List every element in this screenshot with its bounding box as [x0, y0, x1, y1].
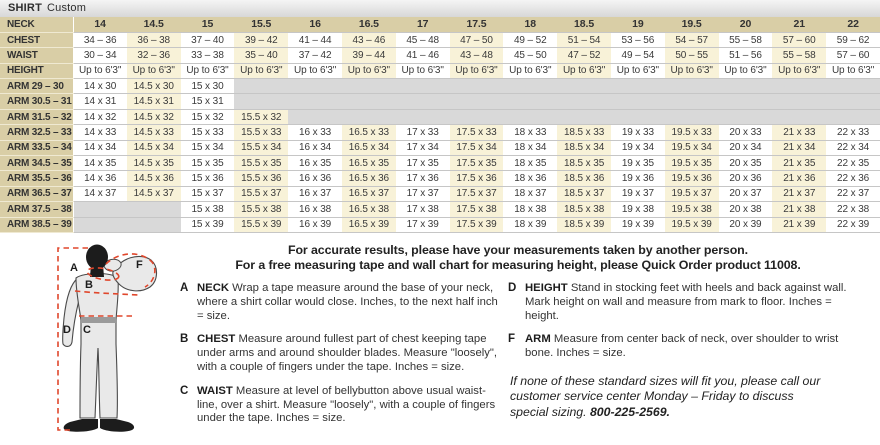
size-cell: 15.5 x 34	[234, 140, 288, 155]
item-text	[197, 282, 508, 323]
neck-size-header-cell: 22	[826, 17, 880, 32]
size-cell: 19.5 x 37	[665, 186, 719, 201]
size-cell: 19 x 33	[611, 125, 665, 140]
table-row	[0, 140, 880, 155]
size-cell	[234, 79, 288, 94]
instruction-item-chest	[180, 333, 508, 374]
instruction-item-arm	[508, 333, 856, 361]
size-cell: 14.5 x 31	[127, 94, 181, 109]
size-cell	[826, 79, 880, 94]
size-cell: 15.5 x 36	[234, 171, 288, 186]
item-description: Wrap a tape measure around the base of your neck, where a shirt collar would close. Inches, to the next half inch = size.	[197, 282, 498, 322]
size-cell: 22 x 35	[826, 156, 880, 171]
size-cell: Up to 6'3"	[719, 63, 773, 78]
item-letter: B	[180, 333, 189, 346]
size-cell	[127, 217, 181, 232]
size-cell: 57 – 60	[772, 32, 826, 47]
table-row	[0, 109, 880, 124]
size-cell: 16.5 x 37	[342, 186, 396, 201]
size-cell: 51 – 54	[557, 32, 611, 47]
size-cell: 14.5 x 35	[127, 156, 181, 171]
size-cell: 19 x 34	[611, 140, 665, 155]
customer-service-phone: 800-225-2569.	[589, 404, 670, 419]
size-cell	[396, 79, 450, 94]
size-cell: 41 – 46	[396, 48, 450, 63]
waistband	[81, 317, 116, 323]
row-label: ARM 36.5 – 37	[0, 186, 73, 201]
figure-label-arm: F	[136, 259, 143, 271]
row-label: ARM 32.5 – 33	[0, 125, 73, 140]
size-cell: Up to 6'3"	[772, 63, 826, 78]
size-cell: 18.5 x 33	[557, 125, 611, 140]
size-cell: 20 x 36	[719, 171, 773, 186]
size-cell: Up to 6'3"	[503, 63, 557, 78]
size-cell	[772, 79, 826, 94]
size-cell: 55 – 58	[772, 48, 826, 63]
item-term: CHEST	[197, 333, 236, 346]
size-cell: 15.5 x 35	[234, 156, 288, 171]
size-cell: 17.5 x 37	[450, 186, 504, 201]
instructions-right-column	[508, 282, 856, 436]
neck-size-header-cell: 14	[73, 17, 127, 32]
item-description: Measure at level of bellybutton above usual waist-line, over a shirt. Measure "loosely", with a couple of fingers under the tape. Inches = size.	[197, 384, 496, 425]
size-cell: 49 – 52	[503, 32, 557, 47]
size-cell: 22 x 33	[826, 125, 880, 140]
size-cell: 19 x 37	[611, 186, 665, 201]
size-cell: 19.5 x 36	[665, 171, 719, 186]
size-cell: 17.5 x 38	[450, 202, 504, 217]
size-cell: Up to 6'3"	[288, 63, 342, 78]
size-cell: 21 x 34	[772, 140, 826, 155]
size-cell: 19.5 x 33	[665, 125, 719, 140]
size-cell: 17.5 x 34	[450, 140, 504, 155]
size-cell: 16.5 x 34	[342, 140, 396, 155]
size-cell: 15.5 x 38	[234, 202, 288, 217]
instructions-left-column	[180, 282, 508, 436]
row-label: ARM 30.5 – 31	[0, 94, 73, 109]
note-text: If none of these standard sizes will fit you, please call our customer service center Monday – Friday to discuss special sizing.	[510, 373, 821, 419]
size-cell	[396, 94, 450, 109]
size-cell: 15 x 33	[181, 125, 235, 140]
size-cell: 18 x 37	[503, 186, 557, 201]
size-cell: 17.5 x 35	[450, 156, 504, 171]
size-cell: 20 x 35	[719, 156, 773, 171]
size-cell: 18 x 35	[503, 156, 557, 171]
row-label: ARM 38.5 – 39	[0, 217, 73, 232]
size-cell	[288, 79, 342, 94]
size-cell: 19 x 35	[611, 156, 665, 171]
size-cell: 49 – 54	[611, 48, 665, 63]
size-cell: 17 x 35	[396, 156, 450, 171]
figure-label-waist: C	[83, 324, 91, 336]
row-label: ARM 34.5 – 35	[0, 156, 73, 171]
size-cell: 17 x 36	[396, 171, 450, 186]
size-cell: 21 x 35	[772, 156, 826, 171]
size-cell: 19.5 x 35	[665, 156, 719, 171]
size-cell: 16.5 x 38	[342, 202, 396, 217]
size-cell	[127, 202, 181, 217]
table-row	[0, 48, 880, 63]
size-cell	[719, 79, 773, 94]
size-cell	[396, 109, 450, 124]
size-cell: 43 – 48	[450, 48, 504, 63]
size-cell: 18 x 33	[503, 125, 557, 140]
size-cell: 18 x 39	[503, 217, 557, 232]
size-cell: 45 – 48	[396, 32, 450, 47]
size-cell: 14 x 34	[73, 140, 127, 155]
size-cell: Up to 6'3"	[73, 63, 127, 78]
intro-line-1: For accurate results, please have your measurements taken by another person.	[288, 243, 748, 257]
neck-size-header-cell: 15	[181, 17, 235, 32]
neck-size-header-cell: 19.5	[665, 17, 719, 32]
size-cell: 30 – 34	[73, 48, 127, 63]
chart-title: SHIRT	[8, 2, 42, 14]
neck-size-header-cell: 19	[611, 17, 665, 32]
size-cell: 14 x 32	[73, 109, 127, 124]
size-cell	[611, 94, 665, 109]
size-cell: 15 x 39	[181, 217, 235, 232]
size-cell: 57 – 60	[826, 48, 880, 63]
size-cell: 14.5 x 33	[127, 125, 181, 140]
size-cell	[557, 109, 611, 124]
size-cell: 41 – 44	[288, 32, 342, 47]
figure-label-chest: B	[85, 279, 93, 291]
size-cell: 35 – 40	[234, 48, 288, 63]
item-term: ARM	[525, 333, 551, 346]
size-cell	[826, 94, 880, 109]
size-table-body	[0, 17, 880, 232]
size-cell: 14.5 x 36	[127, 171, 181, 186]
size-cell	[557, 94, 611, 109]
size-cell: 16.5 x 35	[342, 156, 396, 171]
size-cell: 14 x 30	[73, 79, 127, 94]
neck-size-header-cell: 14.5	[127, 17, 181, 32]
item-text	[525, 333, 856, 361]
size-cell: 15 x 31	[181, 94, 235, 109]
size-cell: 17 x 37	[396, 186, 450, 201]
size-cell: 16 x 36	[288, 171, 342, 186]
size-cell: 18 x 38	[503, 202, 557, 217]
size-cell: 21 x 39	[772, 217, 826, 232]
item-term: WAIST	[197, 384, 233, 397]
size-cell: 17.5 x 36	[450, 171, 504, 186]
intro-line-2: For a free measuring tape and wall chart for measuring height, please Quick Order product 11008.	[235, 258, 801, 272]
size-cell: 50 – 55	[665, 48, 719, 63]
instruction-item-neck	[180, 282, 508, 323]
size-cell: 20 x 37	[719, 186, 773, 201]
size-cell	[234, 94, 288, 109]
size-cell	[288, 109, 342, 124]
size-cell: 54 – 57	[665, 32, 719, 47]
instruction-item-waist	[180, 385, 508, 426]
size-cell: 22 x 37	[826, 186, 880, 201]
size-cell	[288, 94, 342, 109]
row-label: ARM 29 – 30	[0, 79, 73, 94]
size-cell: Up to 6'3"	[342, 63, 396, 78]
neck-size-header-cell: 15.5	[234, 17, 288, 32]
size-cell: 18.5 x 37	[557, 186, 611, 201]
size-cell: 19 x 39	[611, 217, 665, 232]
neck-size-header-cell: 16	[288, 17, 342, 32]
row-label: ARM 35.5 – 36	[0, 171, 73, 186]
size-cell: 15 x 34	[181, 140, 235, 155]
size-cell: 18.5 x 35	[557, 156, 611, 171]
size-cell: 21 x 33	[772, 125, 826, 140]
size-cell: 22 x 38	[826, 202, 880, 217]
table-row	[0, 156, 880, 171]
size-cell: 16 x 33	[288, 125, 342, 140]
instruction-item-height	[508, 282, 856, 323]
size-cell	[611, 79, 665, 94]
size-cell: 47 – 52	[557, 48, 611, 63]
size-cell: 22 x 34	[826, 140, 880, 155]
size-cell	[503, 94, 557, 109]
size-cell: 14 x 37	[73, 186, 127, 201]
size-cell: Up to 6'3"	[181, 63, 235, 78]
size-cell: 17.5 x 39	[450, 217, 504, 232]
size-cell: 20 x 38	[719, 202, 773, 217]
item-text	[197, 385, 508, 426]
table-row	[0, 217, 880, 232]
row-label: ARM 33.5 – 34	[0, 140, 73, 155]
size-cell: 18.5 x 36	[557, 171, 611, 186]
size-cell: 18 x 36	[503, 171, 557, 186]
neck-size-header-cell: 21	[772, 17, 826, 32]
size-cell: 45 – 50	[503, 48, 557, 63]
size-cell: 16.5 x 39	[342, 217, 396, 232]
table-row	[0, 32, 880, 47]
neck-size-header-cell: 18.5	[557, 17, 611, 32]
size-cell: 15.5 x 33	[234, 125, 288, 140]
size-cell: 14 x 35	[73, 156, 127, 171]
size-cell: 19 x 36	[611, 171, 665, 186]
special-sizing-note	[510, 374, 856, 421]
row-label: HEIGHT	[0, 63, 73, 78]
size-cell: 17 x 38	[396, 202, 450, 217]
size-cell: 16 x 39	[288, 217, 342, 232]
size-cell	[450, 109, 504, 124]
size-cell: 53 – 56	[611, 32, 665, 47]
size-cell: 55 – 58	[719, 32, 773, 47]
measuring-instructions	[180, 243, 856, 436]
row-label: ARM 37.5 – 38	[0, 202, 73, 217]
figure-label-height: D	[63, 324, 71, 336]
size-cell: 19 x 38	[611, 202, 665, 217]
size-cell: Up to 6'3"	[127, 63, 181, 78]
size-cell: 51 – 56	[719, 48, 773, 63]
neck-size-header-cell: 16.5	[342, 17, 396, 32]
size-cell: 16.5 x 33	[342, 125, 396, 140]
size-cell	[503, 109, 557, 124]
table-row	[0, 79, 880, 94]
size-cell	[503, 79, 557, 94]
size-cell	[665, 94, 719, 109]
size-cell: 22 x 36	[826, 171, 880, 186]
chart-subtitle: Custom	[47, 2, 87, 14]
table-row	[0, 202, 880, 217]
size-cell: 34 – 36	[73, 32, 127, 47]
size-cell: 14.5 x 32	[127, 109, 181, 124]
item-description: Measure from center back of neck, over shoulder to wrist bone. Inches = size.	[525, 333, 839, 360]
size-cell: Up to 6'3"	[826, 63, 880, 78]
neck-size-header-cell: 18	[503, 17, 557, 32]
size-cell: 15 x 38	[181, 202, 235, 217]
size-cell: 17 x 34	[396, 140, 450, 155]
size-cell: 17 x 39	[396, 217, 450, 232]
size-cell: 14 x 33	[73, 125, 127, 140]
size-cell: 32 – 36	[127, 48, 181, 63]
neck-size-header-cell: 17.5	[450, 17, 504, 32]
size-cell: 18.5 x 38	[557, 202, 611, 217]
size-cell: 18.5 x 34	[557, 140, 611, 155]
size-cell	[665, 109, 719, 124]
size-cell: 15 x 37	[181, 186, 235, 201]
size-cell: 15 x 30	[181, 79, 235, 94]
size-cell: 59 – 62	[826, 32, 880, 47]
size-cell: 15 x 32	[181, 109, 235, 124]
size-cell: 39 – 42	[234, 32, 288, 47]
size-cell: Up to 6'3"	[396, 63, 450, 78]
size-cell	[772, 94, 826, 109]
row-label: NECK	[0, 17, 73, 32]
size-cell: 16.5 x 36	[342, 171, 396, 186]
size-cell: Up to 6'3"	[611, 63, 665, 78]
size-cell: 15.5 x 32	[234, 109, 288, 124]
size-cell	[450, 94, 504, 109]
row-label: CHEST	[0, 32, 73, 47]
table-row	[0, 94, 880, 109]
table-row	[0, 17, 880, 32]
size-cell: 22 x 39	[826, 217, 880, 232]
neck-size-header-cell: 17	[396, 17, 450, 32]
size-cell: 37 – 42	[288, 48, 342, 63]
right-shoe	[100, 419, 134, 432]
size-cell: 19.5 x 39	[665, 217, 719, 232]
size-cell: 14.5 x 37	[127, 186, 181, 201]
item-letter: F	[508, 333, 516, 346]
size-cell	[665, 79, 719, 94]
size-cell: 47 – 50	[450, 32, 504, 47]
size-cell: 14.5 x 30	[127, 79, 181, 94]
size-cell	[73, 202, 127, 217]
size-cell: 18 x 34	[503, 140, 557, 155]
size-cell: 19.5 x 34	[665, 140, 719, 155]
size-cell	[342, 79, 396, 94]
item-letter: A	[180, 282, 189, 294]
size-cell: 21 x 36	[772, 171, 826, 186]
figure-label-neck: A	[70, 262, 78, 274]
size-cell: 17 x 33	[396, 125, 450, 140]
item-term: HEIGHT	[525, 282, 568, 294]
size-cell	[719, 109, 773, 124]
size-cell	[450, 79, 504, 94]
table-row	[0, 63, 880, 78]
size-cell	[826, 109, 880, 124]
size-cell: 16 x 37	[288, 186, 342, 201]
row-label: ARM 31.5 – 32	[0, 109, 73, 124]
item-text	[197, 333, 508, 374]
size-cell	[719, 94, 773, 109]
size-cell: Up to 6'3"	[450, 63, 504, 78]
table-row	[0, 125, 880, 140]
size-cell: 14 x 31	[73, 94, 127, 109]
chart-title-bar	[0, 0, 880, 17]
size-cell: Up to 6'3"	[557, 63, 611, 78]
size-cell	[611, 109, 665, 124]
size-cell: 36 – 38	[127, 32, 181, 47]
item-letter: C	[180, 384, 189, 397]
size-cell: 19.5 x 38	[665, 202, 719, 217]
size-cell: 16 x 35	[288, 156, 342, 171]
size-cell: 21 x 38	[772, 202, 826, 217]
size-cell: Up to 6'3"	[665, 63, 719, 78]
size-cell: 17.5 x 33	[450, 125, 504, 140]
size-cell: 16 x 38	[288, 202, 342, 217]
row-label: WAIST	[0, 48, 73, 63]
size-cell: 21 x 37	[772, 186, 826, 201]
size-cell	[342, 94, 396, 109]
size-cell: 14.5 x 34	[127, 140, 181, 155]
table-row	[0, 186, 880, 201]
neck-size-header-cell: 20	[719, 17, 773, 32]
size-cell: 18.5 x 39	[557, 217, 611, 232]
table-row	[0, 171, 880, 186]
size-cell: 15 x 36	[181, 171, 235, 186]
size-cell: 20 x 34	[719, 140, 773, 155]
size-cell: 43 – 46	[342, 32, 396, 47]
size-cell: 39 – 44	[342, 48, 396, 63]
size-cell: 37 – 40	[181, 32, 235, 47]
item-description: Measure around fullest part of chest keeping tape under arms and around shoulder blades. Measure "loosely", with a couple of fingers under the tape. Inches = size.	[197, 333, 498, 373]
item-letter: D	[508, 282, 517, 294]
measurement-figure	[0, 240, 180, 445]
size-cell	[73, 217, 127, 232]
size-cell: 16 x 34	[288, 140, 342, 155]
size-cell	[772, 109, 826, 124]
item-term: NECK	[197, 282, 230, 294]
size-cell: Up to 6'3"	[234, 63, 288, 78]
size-cell: 20 x 39	[719, 217, 773, 232]
size-cell: 15.5 x 37	[234, 186, 288, 201]
size-cell: 15 x 35	[181, 156, 235, 171]
item-text	[525, 282, 856, 323]
size-cell: 20 x 33	[719, 125, 773, 140]
size-table	[0, 17, 880, 233]
size-cell	[557, 79, 611, 94]
size-cell: 14 x 36	[73, 171, 127, 186]
intro-text	[180, 243, 856, 273]
size-cell: 15.5 x 39	[234, 217, 288, 232]
size-cell: 33 – 38	[181, 48, 235, 63]
size-cell	[342, 109, 396, 124]
item-description: Stand in stocking feet with heels and back against wall. Mark height on wall and measure from mark to floor. Inches = height.	[525, 282, 847, 322]
